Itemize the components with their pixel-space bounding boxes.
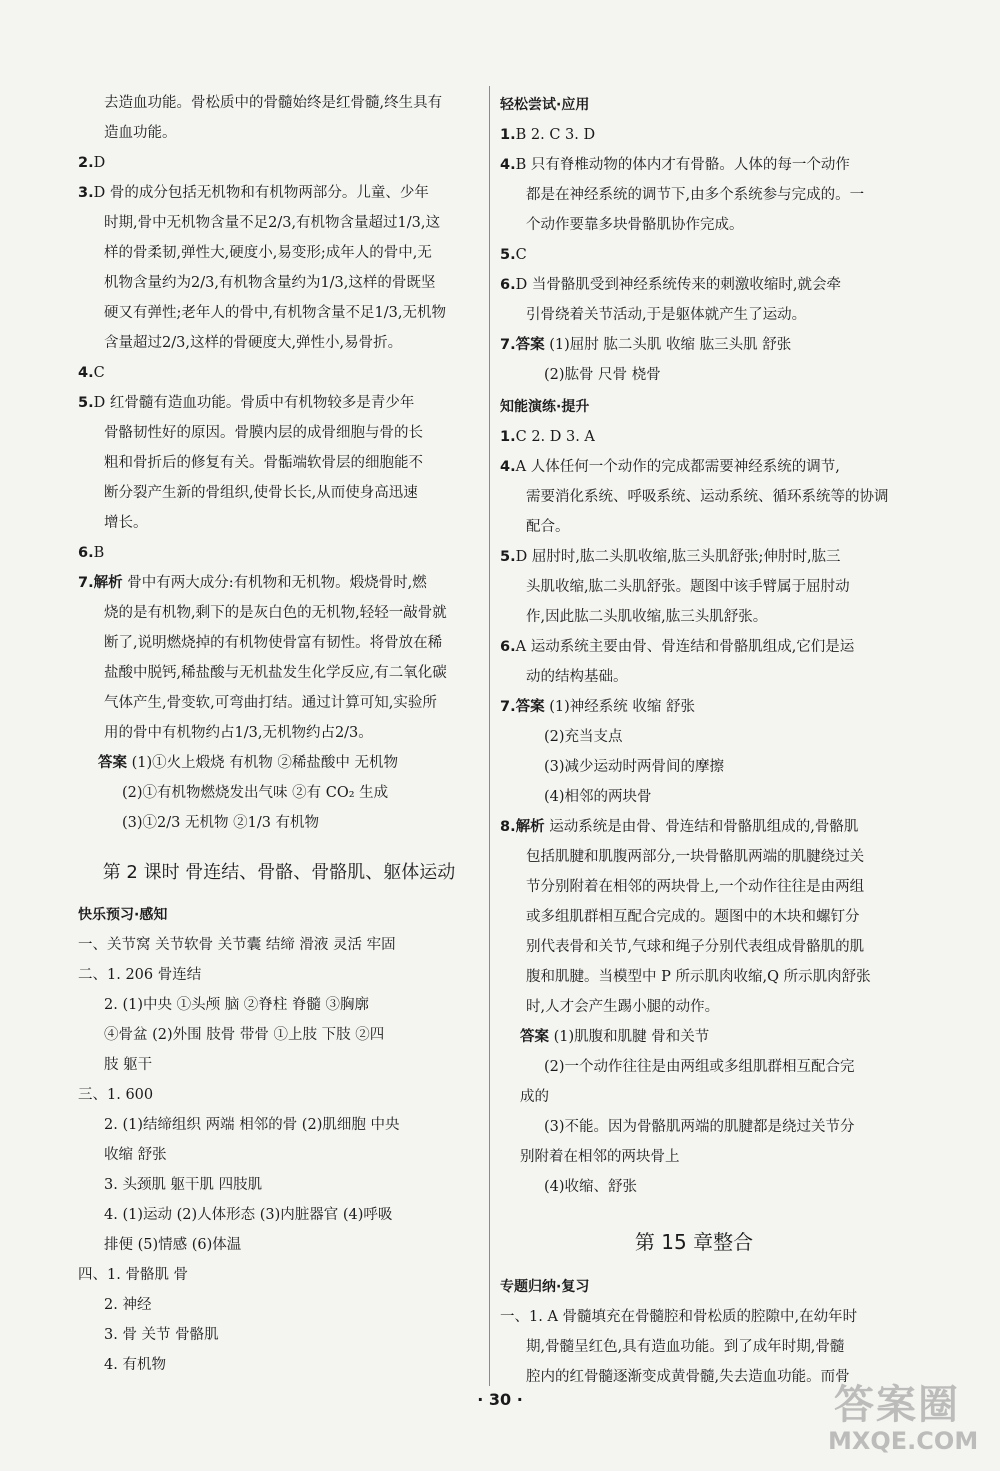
answer-line xyxy=(500,812,888,842)
left-column xyxy=(78,88,480,1380)
line-text: C 2. D 3. A xyxy=(515,429,595,445)
line-text: 或多组肌群相互配合完成的。题图中的木块和螺钉分 xyxy=(526,909,860,925)
answer-line xyxy=(500,992,888,1022)
answer-line xyxy=(500,722,888,752)
answer-line xyxy=(78,1260,480,1290)
answer-line xyxy=(500,120,888,150)
line-text: 样的骨柔韧,弹性大,硬度小,易变形;成年人的骨中,无 xyxy=(104,245,432,261)
answer-line xyxy=(78,268,480,298)
line-text: (1)肌腹和肌腱 骨和关节 xyxy=(549,1029,710,1045)
line-text: 含量超过2/3,这样的骨硬度大,弹性小,易骨折。 xyxy=(104,335,403,351)
line-text: 配合。 xyxy=(526,519,570,535)
answer-line xyxy=(500,932,888,962)
line-text: 2. (1)中央 ①头颅 脑 ②脊柱 脊髓 ③胸廓 xyxy=(104,997,370,1013)
answer-line xyxy=(500,752,888,782)
answer-line xyxy=(78,208,480,238)
line-text: 造血功能。 xyxy=(104,125,177,141)
answer-line xyxy=(78,448,480,478)
answer-line xyxy=(500,422,888,452)
answer-line xyxy=(78,778,480,808)
answer-line xyxy=(78,1080,480,1110)
answer-line xyxy=(500,662,888,692)
answer-line xyxy=(78,298,480,328)
line-text: 一、1. A 骨髓填充在骨髓腔和骨松质的腔隙中,在幼年时 xyxy=(500,1309,858,1325)
answer-line xyxy=(78,1350,480,1380)
question-number: 6. xyxy=(500,639,516,655)
question-number: 8. xyxy=(500,819,516,835)
answer-line xyxy=(500,210,888,240)
line-text: 骨骼韧性好的原因。骨膜内层的成骨细胞与骨的长 xyxy=(104,425,423,441)
line-text: (3)减少运动时两骨间的摩擦 xyxy=(544,759,725,775)
answer-line xyxy=(500,1052,888,1082)
line-text: (2)充当支点 xyxy=(544,729,623,745)
line-text: 作,因此肱二头肌收缩,肱三头肌舒张。 xyxy=(526,609,768,625)
answer-line xyxy=(500,872,888,902)
question-number: 2. xyxy=(78,155,94,171)
answer-label: 答案 xyxy=(98,755,127,771)
line-text: 四、1. 骨骼肌 骨 xyxy=(78,1267,189,1283)
line-text: ④骨盆 (2)外围 肢骨 带骨 ①上肢 下肢 ②四 xyxy=(104,1027,385,1043)
line-text: 节分别附着在相邻的两块骨上,一个动作往往是由两组 xyxy=(526,879,865,895)
line-text: 动的结构基础。 xyxy=(526,669,628,685)
page-number: · 30 · xyxy=(477,1390,523,1409)
line-text: B xyxy=(93,545,105,561)
line-text: (1)神经系统 收缩 舒张 xyxy=(544,699,695,715)
line-text: (2)肱骨 尺骨 桡骨 xyxy=(544,367,661,383)
line-text: 4. 有机物 xyxy=(104,1357,166,1373)
answer-line xyxy=(78,388,480,418)
answer-line xyxy=(78,598,480,628)
answer-line xyxy=(78,930,480,960)
line-text: 需要消化系统、呼吸系统、运动系统、循环系统等的协调 xyxy=(526,489,888,505)
line-text: 4. (1)运动 (2)人体形态 (3)内脏器官 (4)呼吸 xyxy=(104,1207,393,1223)
answer-line xyxy=(78,808,480,838)
answer-label: 答案 xyxy=(515,337,545,353)
line-text: (3)不能。因为骨骼肌两端的肌腱都是绕过关节分 xyxy=(544,1119,855,1135)
line-text: 2. 神经 xyxy=(104,1297,152,1313)
answer-line xyxy=(78,1170,480,1200)
answer-line xyxy=(78,118,480,148)
answer-line xyxy=(78,178,480,208)
section-heading: 知能演练·提升 xyxy=(500,399,590,415)
line-text: (1)屈肘 肱二头肌 收缩 肱三头肌 舒张 xyxy=(544,337,792,353)
section-heading: 轻松尝试·应用 xyxy=(500,97,590,113)
line-text: 3. 头颈肌 躯干肌 四肢肌 xyxy=(104,1177,263,1193)
line-text: 用的骨中有机物约占1/3,无机物约占2/3。 xyxy=(104,725,373,741)
answer-line xyxy=(78,688,480,718)
answer-line xyxy=(78,88,480,118)
answer-label: 答案 xyxy=(515,699,545,715)
lesson-title: 第 2 课时 骨连结、骨骼、骨骼肌、躯体运动 xyxy=(102,862,456,883)
answer-line xyxy=(500,452,888,482)
watermark-url: MXQE.COM xyxy=(828,1427,979,1455)
line-text: B 只有脊椎动物的体内才有骨骼。人体的每一个动作 xyxy=(515,157,850,173)
line-text: 肢 躯干 xyxy=(104,1057,153,1073)
answer-line xyxy=(78,658,480,688)
answer-line xyxy=(500,270,888,300)
question-number: 6. xyxy=(78,545,94,561)
answer-line xyxy=(78,508,480,538)
line-text: 骨中有两大成分:有机物和无机物。煅烧骨时,燃 xyxy=(122,575,427,591)
question-number: 5. xyxy=(78,395,94,411)
line-text: 个动作要靠多块骨骼肌协作完成。 xyxy=(526,217,744,233)
answer-line xyxy=(500,542,888,572)
line-text: (4)相邻的两块骨 xyxy=(544,789,652,805)
question-number: 5. xyxy=(500,247,516,263)
line-text: 3. 骨 关节 骨骼肌 xyxy=(104,1327,219,1343)
line-text: 排便 (5)情感 (6)体温 xyxy=(104,1237,242,1253)
line-text: 包括肌腱和肌腹两部分,一块骨骼肌两端的肌腱绕过关 xyxy=(526,849,865,865)
line-text: 增长。 xyxy=(104,515,148,531)
line-text: 别代表骨和关节,气球和绳子分别代表组成骨骼肌的肌 xyxy=(526,939,865,955)
answer-line xyxy=(500,1302,888,1332)
line-text: 气体产生,骨变软,可弯曲打结。通过计算可知,实验所 xyxy=(104,695,437,711)
column-divider xyxy=(489,86,490,1386)
right-column xyxy=(500,88,888,1392)
line-text: (2)①有机物燃烧发出气味 ②有 CO₂ 生成 xyxy=(122,785,389,801)
answer-line xyxy=(78,478,480,508)
line-text: 断了,说明燃烧掉的有机物使骨富有韧性。将骨放在稀 xyxy=(104,635,443,651)
answer-line xyxy=(78,990,480,1020)
answer-line xyxy=(78,628,480,658)
line-text: 机物含量约为2/3,有机物含量约为1/3,这样的骨既坚 xyxy=(104,275,436,291)
line-text: D 红骨髓有造血功能。骨质中有机物较多是青少年 xyxy=(93,395,415,411)
answer-line xyxy=(500,782,888,812)
answer-line xyxy=(78,1290,480,1320)
line-text: A 人体任何一个动作的完成都需要神经系统的调节, xyxy=(515,459,840,475)
answer-line xyxy=(500,482,888,512)
question-number: 5. xyxy=(500,549,516,565)
line-text: 成的 xyxy=(520,1089,549,1105)
answer-line xyxy=(78,1020,480,1050)
line-text: (1)①火上煅烧 有机物 ②稀盐酸中 无机物 xyxy=(127,755,398,771)
answer-line xyxy=(78,1320,480,1350)
line-text: (3)①2/3 无机物 ②1/3 有机物 xyxy=(122,815,320,831)
line-text: A 运动系统主要由骨、骨连结和骨骼肌组成,它们是运 xyxy=(515,639,855,655)
question-number: 1. xyxy=(500,127,516,143)
line-text: D 当骨骼肌受到神经系统传来的刺激收缩时,就会牵 xyxy=(515,277,841,293)
answer-label: 解析 xyxy=(515,819,545,835)
answer-line xyxy=(500,1082,888,1112)
answer-line xyxy=(500,300,888,330)
answer-line xyxy=(500,240,888,270)
watermark-logo xyxy=(826,1371,986,1461)
line-text: 引骨绕着关节活动,于是躯体就产生了运动。 xyxy=(526,307,807,323)
line-text: D 骨的成分包括无机物和有机物两部分。儿童、少年 xyxy=(93,185,429,201)
answer-line xyxy=(78,238,480,268)
answer-line xyxy=(78,148,480,178)
answer-line xyxy=(78,1110,480,1140)
answer-line xyxy=(500,842,888,872)
line-text: 头肌收缩,肱二头肌舒张。题图中该手臂属于屈肘动 xyxy=(526,579,850,595)
answer-line xyxy=(500,632,888,662)
answer-line xyxy=(500,1332,888,1362)
answer-line xyxy=(78,538,480,568)
line-text: B 2. C 3. D xyxy=(515,127,596,143)
answer-line xyxy=(78,418,480,448)
answer-line xyxy=(78,328,480,358)
section-heading: 快乐预习·感知 xyxy=(78,907,168,923)
answer-line xyxy=(500,902,888,932)
answer-line xyxy=(78,960,480,990)
watermark-text: 答案圈 xyxy=(834,1382,960,1428)
line-text: 断分裂产生新的骨组织,使骨长长,从而使身高迅速 xyxy=(104,485,418,501)
line-text: C xyxy=(93,365,105,381)
answer-line xyxy=(78,1230,480,1260)
line-text: D xyxy=(93,155,106,171)
answer-line xyxy=(500,330,888,360)
answer-label: 答案 xyxy=(520,1029,549,1045)
line-text: 收缩 舒张 xyxy=(104,1147,167,1163)
answer-line xyxy=(500,1022,888,1052)
question-number: 4. xyxy=(500,459,516,475)
answer-line xyxy=(78,748,480,778)
line-text: 腔内的红骨髓逐渐变成黄骨髓,失去造血功能。而骨 xyxy=(526,1369,850,1385)
chapter-title: 第 15 章整合 xyxy=(634,1230,754,1254)
answer-line xyxy=(78,1050,480,1080)
line-text: 2. (1)结缔组织 两端 相邻的骨 (2)肌细胞 中央 xyxy=(104,1117,400,1133)
question-number: 3. xyxy=(78,185,94,201)
line-text: D 屈肘时,肱二头肌收缩,肱三头肌舒张;伸肘时,肱三 xyxy=(515,549,841,565)
answer-label: 解析 xyxy=(93,575,123,591)
answer-line xyxy=(500,1172,888,1202)
line-text: 去造血功能。骨松质中的骨髓始终是红骨髓,终生具有 xyxy=(104,95,443,111)
question-number: 6. xyxy=(500,277,516,293)
line-text: 时期,骨中无机物含量不足2/3,有机物含量超过1/3,这 xyxy=(104,215,440,231)
line-text: 烧的是有机物,剩下的是灰白色的无机物,轻轻一敲骨就 xyxy=(104,605,447,621)
question-number: 7. xyxy=(500,699,516,715)
answer-line xyxy=(78,568,480,598)
line-text: 运动系统是由骨、骨连结和骨骼肌组成的,骨骼肌 xyxy=(544,819,859,835)
section-heading: 专题归纳·复习 xyxy=(500,1279,590,1295)
line-text: 二、1. 206 骨连结 xyxy=(78,967,202,983)
answer-line xyxy=(78,718,480,748)
line-text: 腹和肌腱。当模型中 P 所示肌肉收缩,Q 所示肌肉舒张 xyxy=(526,969,871,985)
answer-line xyxy=(78,358,480,388)
answer-line xyxy=(500,1112,888,1142)
answer-line xyxy=(500,572,888,602)
line-text: 时,人才会产生踢小腿的动作。 xyxy=(526,999,720,1015)
answer-line xyxy=(500,962,888,992)
line-text: 别附着在相邻的两块骨上 xyxy=(520,1149,680,1165)
answer-line xyxy=(500,150,888,180)
line-text: 都是在神经系统的调节下,由多个系统参与完成的。一 xyxy=(526,187,865,203)
question-number: 1. xyxy=(500,429,516,445)
question-number: 4. xyxy=(500,157,516,173)
line-text: 期,骨髓呈红色,具有造血功能。到了成年时期,骨髓 xyxy=(526,1339,845,1355)
answer-line xyxy=(500,602,888,632)
answer-line xyxy=(500,1142,888,1172)
answer-line xyxy=(500,692,888,722)
line-text: 一、关节窝 关节软骨 关节囊 结缔 滑液 灵活 牢固 xyxy=(78,937,396,953)
answer-line xyxy=(500,360,888,390)
line-text: (2)一个动作往往是由两组或多组肌群相互配合完 xyxy=(544,1059,855,1075)
answer-line xyxy=(500,180,888,210)
line-text: 硬又有弹性;老年人的骨中,有机物含量不足1/3,无机物 xyxy=(104,305,446,321)
line-text: 粗和骨折后的修复有关。骨骺端软骨层的细胞能不 xyxy=(104,455,423,471)
line-text: C xyxy=(515,247,527,263)
answer-line xyxy=(500,512,888,542)
line-text: (4)收缩、舒张 xyxy=(544,1179,638,1195)
question-number: 7. xyxy=(500,337,516,353)
answer-line xyxy=(78,1200,480,1230)
question-number: 4. xyxy=(78,365,94,381)
line-text: 三、1. 600 xyxy=(78,1087,154,1103)
question-number: 7. xyxy=(78,575,94,591)
answer-line xyxy=(78,1140,480,1170)
line-text: 盐酸中脱钙,稀盐酸与无机盐发生化学反应,有二氧化碳 xyxy=(104,665,447,681)
